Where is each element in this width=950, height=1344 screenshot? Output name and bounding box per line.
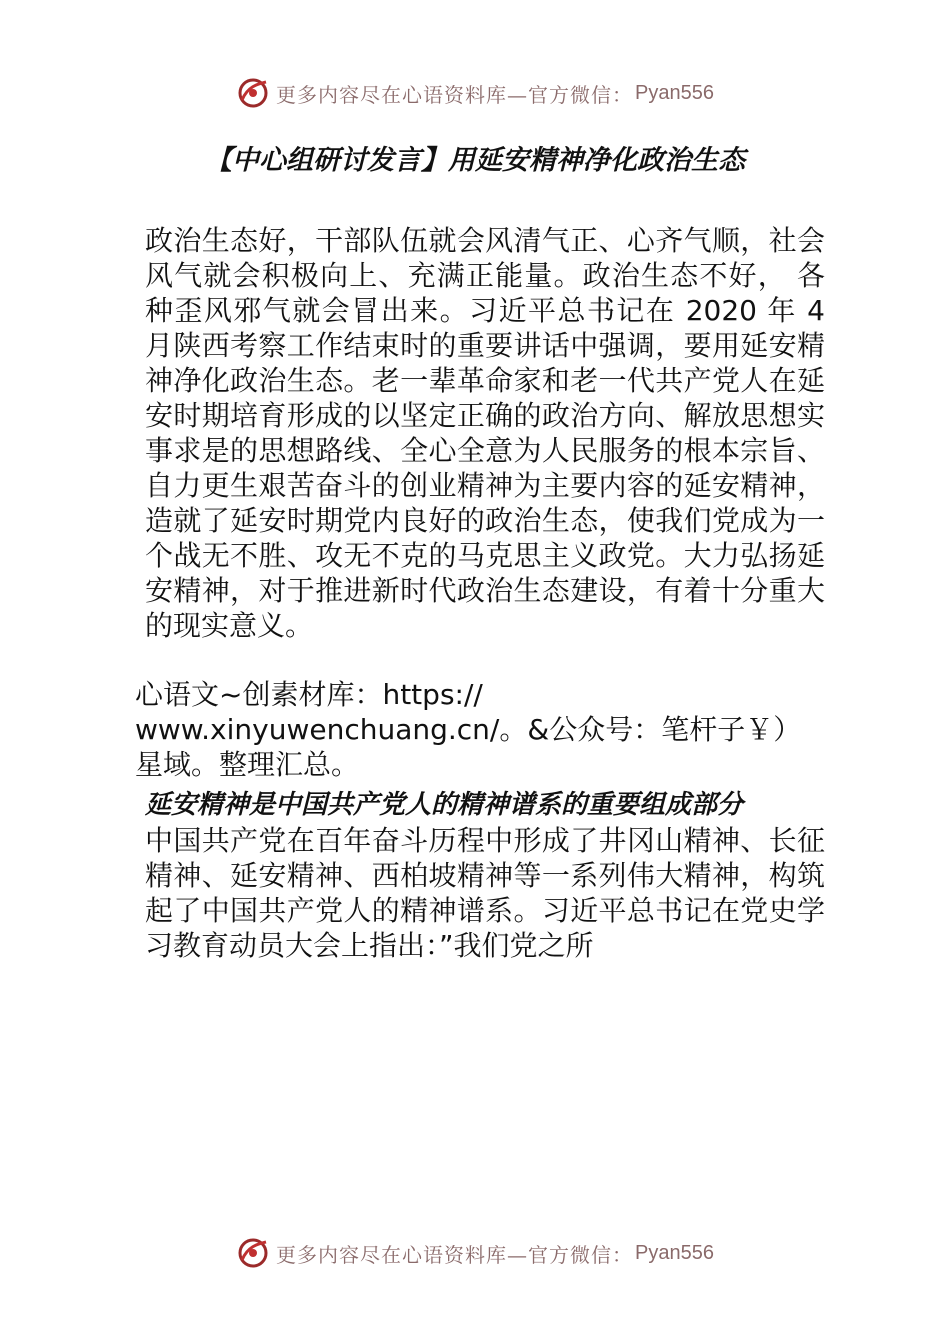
- xinyu-logo-icon: [236, 1236, 270, 1270]
- section-heading: 延安精神是中国共产党人的精神谱系的重要组成部分: [145, 790, 744, 820]
- header-banner: [0, 73, 950, 113]
- xinyu-logo-icon: [236, 76, 270, 110]
- body-paragraph-1: 政治生态好，干部队伍就会风清气正、心齐气顺，社会风气就会积极向上、充满正能量。政治生态不好， 各种歪风邪气就会冒出来。习近平总书记在 2020 年 4 月陕西考察工作结束时的重要讲话中强调，要用延安精神净化政治生态。老一辈革命家和老一代共产党人在延安时期培育形成的以坚定正确的政治方向、解放思想实事求是的思想路线、全心全意为人民服务的根本宗旨、自力更生艰苦奋斗的创业精神为主要内容的延安精神，造就了延安时期党内良好的政治生态，使我们党成为一个战无不胜、攻无不克的马克思主义政党。大力弘扬延安精神，对于推进新时代政治生态建设，有着十分重大的现实意义。: [145, 224, 825, 642]
- document-title: 【中心组研讨发言】用延安精神净化政治生态: [205, 145, 745, 176]
- banner-contact: Pyan556: [635, 1241, 714, 1264]
- source-note: 心语文~创素材库：https:// www.xinyuwenchuang.cn/。&公众号：笔杆子￥）星域。整理汇总。: [135, 678, 802, 781]
- footer-banner: [0, 1233, 950, 1273]
- banner-text: 更多内容尽在心语资料库—官方微信：: [276, 1242, 634, 1267]
- body-paragraph-2: 中国共产党在百年奋斗历程中形成了井冈山精神、长征精神、延安精神、西柏坡精神等一系列伟大精神，构筑起了中国共产党人的精神谱系。习近平总书记在党史学习教育动员大会上指出：”我们党之所: [145, 824, 825, 962]
- banner-contact: Pyan556: [635, 81, 714, 104]
- banner-text: 更多内容尽在心语资料库—官方微信：: [276, 82, 634, 107]
